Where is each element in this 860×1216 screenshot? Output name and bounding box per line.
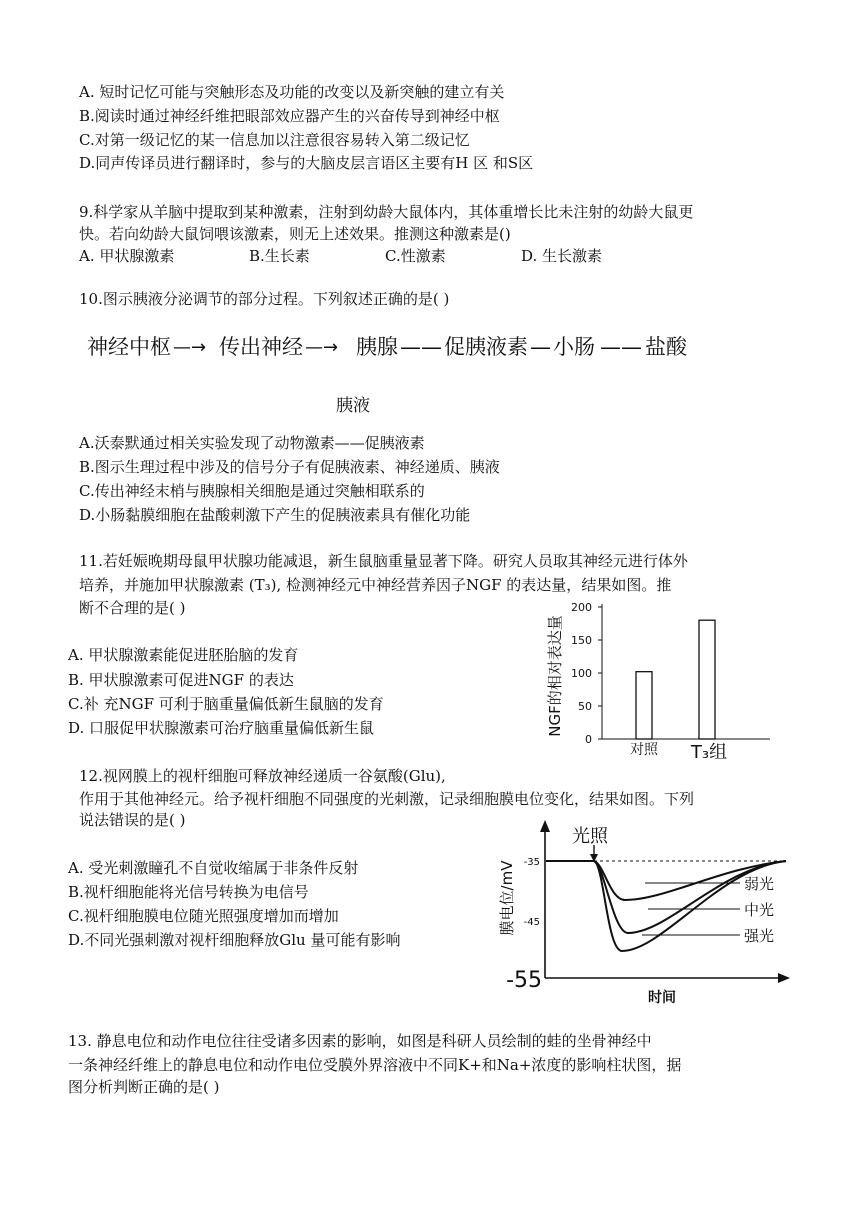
q12-option-a: A. 受光刺激瞳孔不自觉收缩属于非条件反射: [68, 859, 359, 877]
potential-ytick-label: -35: [523, 857, 540, 868]
flow-node-pancreatic-juice: 胰液: [336, 396, 370, 416]
ngf-bar-t3: [699, 620, 715, 739]
q11-option-c: C.补 充NGF 可利于脑重量偏低新生鼠脑的发育: [68, 695, 384, 713]
ngf-bar-chart: [540, 596, 790, 766]
light-label: 光照: [572, 826, 608, 847]
ngf-category-t3: T₃组: [690, 742, 728, 763]
flow-node-pancreas: 胰腺: [356, 335, 398, 359]
ngf-ylabel: NGF的相对表达量: [546, 615, 564, 737]
q13-stem-line2: 一条神经纤维上的静息电位和动作电位受膜外界溶液中不同K+和Na+浓度的影响柱状图，据: [68, 1056, 682, 1074]
q10-option-b: B.图示生理过程中涉及的信号分子有促胰液素、神经递质、胰液: [79, 458, 500, 476]
flow-node-secretin: 促胰液素: [444, 335, 528, 359]
q11-option-d: D. 口服促甲状腺激素可治疗脑重量偏低新生鼠: [68, 719, 375, 737]
ngf-ytick-label: 200: [571, 601, 592, 614]
q12-option-d: D.不同光强刺激对视杆细胞释放Glu 量可能有影响: [68, 931, 401, 949]
ngf-ytick-label: 50: [578, 700, 592, 713]
q11-stem-line1: 11.若妊娠晚期母鼠甲状腺功能减退，新生鼠脑重量显著下降。研究人员取其神经元进行体外: [79, 552, 688, 570]
q10-option-c: C.传出神经末梢与胰腺相关细胞是通过突触相联系的: [79, 482, 425, 500]
flow-line-3: ——: [400, 335, 442, 359]
q9-stem-line1: 9.科学家从羊脑中提取到某种激素，注射到幼龄大鼠体内，其体重增长比未注射的幼龄大鼠更: [79, 203, 694, 221]
q13-stem-line3: 图分析判断正确的是( ): [68, 1078, 220, 1096]
q8-option-a: A. 短时记忆可能与突触形态及功能的改变以及新突触的建立有关: [79, 83, 505, 101]
potential-y-axis-arrowhead: [540, 820, 550, 832]
flow-node-nerve-center: 神经中枢: [87, 335, 171, 359]
potential-ylabel: 膜电位/mV: [498, 860, 516, 936]
q10-option-d: D.小肠黏膜细胞在盐酸刺激下产生的促胰液素具有催化功能: [79, 506, 471, 524]
potential-xlabel: 时间: [648, 990, 676, 1006]
flow-line-4: —: [530, 335, 551, 359]
q12-stem-line1: 12.视网膜上的视杆细胞可释放神经递质一谷氨酸(Glu),: [79, 767, 446, 785]
flow-line-5: ——: [600, 335, 642, 359]
q12-option-c: C.视杆细胞膜电位随光照强度增加而增加: [68, 907, 339, 925]
q10-option-a: A.沃泰默通过相关实验发现了动物激素——促胰液素: [79, 434, 425, 452]
q11-option-a: A. 甲状腺激素能促进胚胎脑的发育: [68, 646, 299, 664]
potential-ytick-label: -45: [523, 917, 540, 928]
potential-x-axis-arrowhead: [778, 973, 790, 983]
q9-stem-line2: 快。若向幼龄大鼠饲喂该激素，则无上述效果。推测这种激素是(): [79, 225, 511, 243]
q12-option-b: B.视杆细胞能将光信号转换为电信号: [68, 883, 309, 901]
q9-option-d: D. 生长激素: [521, 247, 603, 265]
flow-arrow-2: —→: [305, 337, 339, 358]
ngf-ytick-label: 0: [585, 733, 592, 746]
q8-option-b: B.阅读时通过神经纤维把眼部效应器产生的兴奋传导到神经中枢: [79, 107, 500, 125]
q8-option-d: D.同声传译员进行翻译时，参与的大脑皮层言语区主要有H 区 和S区: [79, 154, 534, 172]
potential-series-label: 中光: [744, 901, 775, 919]
q13-stem-line1: 13. 静息电位和动作电位往往受诸多因素的影响，如图是科研人员绘制的蛙的坐骨神经中: [68, 1032, 652, 1050]
flow-node-hydrochloric-acid: 盐酸: [645, 335, 687, 359]
q9-option-a: A. 甲状腺激素: [79, 247, 175, 265]
flow-node-small-intestine: 小肠: [553, 335, 595, 359]
ngf-category-control: 对照: [630, 742, 658, 758]
q8-option-c: C.对第一级记忆的某一信息加以注意很容易转入第二级记忆: [79, 131, 470, 149]
flow-node-efferent-nerve: 传出神经: [219, 335, 303, 359]
q9-option-b: B.生长素: [249, 247, 310, 265]
ngf-bar-control: [636, 672, 652, 739]
flow-arrow-1: —→: [173, 337, 207, 358]
q12-stem-line3: 说法错误的是( ): [79, 811, 186, 829]
q9-option-c: C.性激素: [385, 247, 446, 265]
q11-option-b: B. 甲状腺激素可促进NGF 的表达: [68, 671, 294, 689]
q11-stem-line3: 断不合理的是( ): [79, 599, 186, 617]
q12-stem-line2: 作用于其他神经元。给予视杆细胞不同强度的光刺激，记录细胞膜电位变化，结果如图。下列: [79, 790, 695, 808]
ngf-ytick-label: 100: [571, 667, 592, 680]
membrane-potential-chart: [490, 818, 800, 1010]
ngf-ytick-label: 150: [571, 634, 592, 647]
potential-ytick-label: -55: [506, 968, 542, 993]
q10-stem: 10.图示胰液分泌调节的部分过程。下列叙述正确的是( ): [79, 290, 450, 308]
potential-series-label: 弱光: [744, 875, 775, 893]
q11-stem-line2: 培养，并施加甲状腺激素 (T₃), 检测神经元中神经营养因子NGF 的表达量，结果如图。推: [79, 576, 672, 594]
potential-series-label: 强光: [744, 927, 775, 945]
